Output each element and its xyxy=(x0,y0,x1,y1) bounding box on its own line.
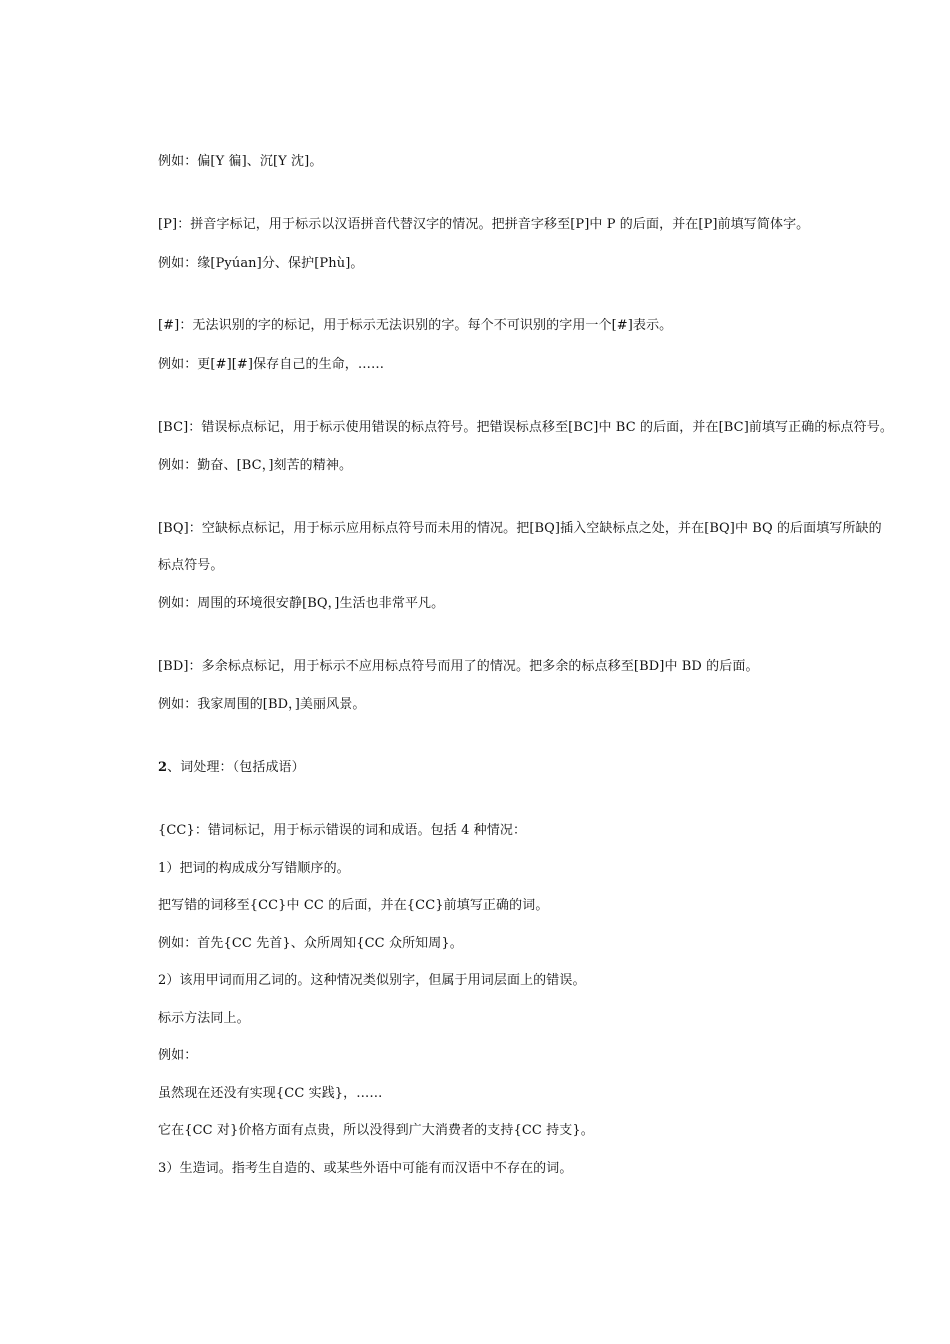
hash-tag-definition: [#]：无法识别的字的标记，用于标示无法识别的字。每个不可识别的字用一个[#]表示。 xyxy=(158,318,673,333)
cc-case-2-method: 标示方法同上。 xyxy=(158,1011,250,1026)
cc-case-2: 2）该用甲词而用乙词的。这种情况类似别字，但属于用词层面上的错误。 xyxy=(158,973,586,988)
bd-tag-definition: [BD]：多余标点标记，用于标示不应用标点符号而用了的情况。把多余的标点移至[BD]中 BD 的后面。 xyxy=(158,659,759,674)
example-line-cc-2b: 它在{CC 对}价格方面有点贵，所以没得到广大消费者的支持{CC 持支}。 xyxy=(158,1123,594,1138)
example-line-bq: 例如：周围的环境很安静[BQ，]生活也非常平凡。 xyxy=(158,596,445,611)
bc-tag-definition: [BC]：错误标点标记，用于标示使用错误的标点符号。把错误标点移至[BC]中 BC 的后面，并在[BC]前填写正确的标点符号。 xyxy=(158,420,893,435)
example-line-cc-2a: 虽然现在还没有实现{CC 实践}，…… xyxy=(158,1086,383,1101)
example-label: 例如： xyxy=(158,1048,198,1063)
cc-case-1: 1）把词的构成成分写错顺序的。 xyxy=(158,861,350,876)
section-heading-word xyxy=(158,760,305,776)
bq-tag-definition-cont: 标点符号。 xyxy=(158,558,224,573)
example-line-bd: 例如：我家周围的[BD，]美丽风景。 xyxy=(158,697,366,712)
section-title: 、词处理：（包括成语） xyxy=(167,760,305,775)
p-tag-definition: [P]：拼音字标记，用于标示以汉语拼音代替汉字的情况。把拼音字移至[P]中 P 的后面，并在[P]前填写简体字。 xyxy=(158,217,810,232)
bq-tag-definition: [BQ]：空缺标点标记，用于标示应用标点符号而未用的情况。把[BQ]插入空缺标点之处，并在[BQ]中 BQ 的后面填写所缺的 xyxy=(158,521,882,536)
example-line-hash: 例如：更[#][#]保存自己的生命，…… xyxy=(158,357,385,372)
cc-case-3: 3）生造词。指考生自造的、或某些外语中可能有而汉语中不存在的词。 xyxy=(158,1161,573,1176)
cc-case-1-method: 把写错的词移至{CC}中 CC 的后面，并在{CC}前填写正确的词。 xyxy=(158,898,549,913)
section-number: 2 xyxy=(158,760,168,775)
example-line-bc: 例如：勤奋、[BC，]刻苦的精神。 xyxy=(158,458,353,473)
example-line-p: 例如：缘[Pyúan]分、保护[Phù]。 xyxy=(158,256,364,271)
example-line-cc-1: 例如：首先{CC 先首}、众所周知{CC 众所知周}。 xyxy=(158,936,463,951)
cc-tag-definition: {CC}：错词标记，用于标示错误的词和成语。包括 4 种情况： xyxy=(158,823,527,838)
example-line-y: 例如：偏[Y 徧]、沉[Y 沈]。 xyxy=(158,154,323,169)
